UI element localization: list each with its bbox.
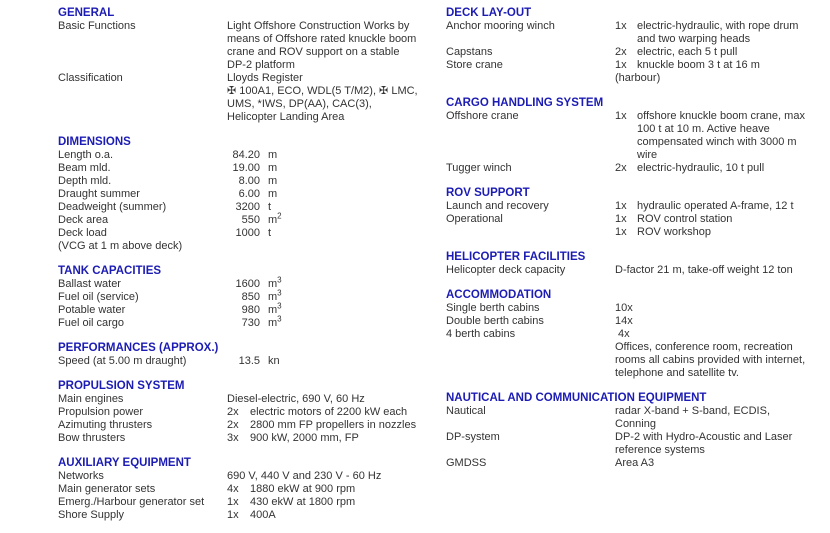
row-count: 3x (227, 432, 239, 444)
row-value-number: 13.5 (238, 355, 260, 367)
row-content (615, 213, 828, 226)
row-label: Classification (58, 72, 123, 84)
row-value-unit: m (268, 175, 278, 187)
row-text: electric-hydraulic, with rope drum (637, 20, 799, 32)
spec-row (58, 162, 440, 175)
row-text-line: Diesel-electric, 690 V, 60 Hz (227, 393, 365, 405)
section-heading-helicopter-facilities: HELICOPTER FACILITIES (446, 251, 586, 263)
row-text: 100 t at 10 m. Active heave (637, 123, 770, 135)
row-label: Deck load (58, 227, 107, 239)
row-text: ROV control station (637, 213, 733, 225)
spec-row (446, 59, 828, 72)
column-left (58, 7, 440, 522)
row-label: Bow thrusters (58, 432, 126, 444)
row-content (615, 226, 828, 239)
row-count: 1x (227, 509, 239, 521)
section-heading-nautical-communication: NAUTICAL AND COMMUNICATION EQUIPMENT (446, 392, 707, 404)
section-heading-propulsion-system: PROPULSION SYSTEM (58, 380, 185, 392)
row-text-line: Offices, conference room, recreation (615, 341, 793, 353)
unit-superscript: 3 (277, 288, 282, 298)
row-label: Draught summer (58, 188, 140, 200)
row-text: ROV workshop (637, 226, 711, 238)
unit-superscript: 3 (277, 314, 282, 324)
row-text-line: radar X-band + S-band, ECDIS, (615, 405, 770, 417)
row-content (615, 264, 828, 277)
section-general (58, 7, 440, 124)
row-label: Basic Functions (58, 20, 136, 32)
row-content (227, 20, 440, 72)
row-text-line (227, 432, 440, 445)
row-text-line (615, 149, 828, 162)
row-value-unit: $m^3$ (268, 275, 282, 290)
row-text: and two warping heads (637, 33, 751, 45)
spec-row (58, 355, 440, 368)
row-label: Fuel oil cargo (58, 317, 125, 329)
spec-row (446, 431, 828, 457)
row-label: Ballast water (58, 278, 121, 290)
row-content (615, 20, 828, 46)
row-text: electric, each 5 t pull (637, 46, 738, 58)
row-content (615, 72, 828, 85)
row-value-unit: $m^3$ (268, 288, 282, 303)
row-text-line: DP-2 with Hydro-Acoustic and Laser (615, 431, 793, 443)
row-value-number: 730 (241, 317, 260, 329)
row-text-line: Light Offshore Construction Works by (227, 20, 410, 32)
row-text: 430 ekW at 1800 rpm (250, 496, 356, 508)
section-cargo-handling-system (446, 97, 828, 175)
section-accommodation (446, 289, 828, 380)
section-performances (58, 342, 440, 368)
row-text: 900 kW, 2000 mm, FP (250, 432, 359, 444)
row-text-line: DP-2 platform (227, 59, 295, 71)
row-label: Depth mld. (58, 175, 112, 187)
row-value-number: 8.00 (238, 175, 260, 187)
spec-row (58, 201, 440, 214)
section-dimensions (58, 136, 440, 253)
spec-row (58, 419, 440, 432)
row-text: electric-hydraulic, 10 t pull (637, 162, 765, 174)
row-label: Networks (58, 470, 104, 482)
row-count: 1x (615, 213, 627, 225)
row-count: 2x (615, 46, 627, 58)
row-value-unit: m (268, 162, 278, 174)
row-content (615, 328, 828, 341)
row-content (227, 301, 440, 317)
row-value-unit: $m^2$ (268, 211, 282, 226)
row-text-line: Helicopter Landing Area (227, 111, 345, 123)
row-count: 1x (615, 59, 627, 71)
row-text-line: Lloyds Register (227, 72, 303, 84)
row-text-line (615, 200, 828, 213)
row-text-line (615, 162, 828, 175)
column-right (446, 7, 828, 470)
row-label: Azimuting thrusters (58, 419, 153, 431)
section-rov-support (446, 187, 828, 239)
spec-row (446, 264, 828, 277)
spec-row (58, 20, 440, 72)
row-content (227, 355, 440, 368)
row-content (227, 72, 440, 124)
row-content (227, 149, 440, 162)
section-deck-lay-out (446, 7, 828, 85)
row-text: knuckle boom 3 t at 16 m (637, 59, 760, 71)
row-count: 2x (227, 406, 239, 418)
row-text-line: reference systems (615, 444, 705, 456)
row-count: 2x (227, 419, 239, 431)
section-heading-rov-support: ROV SUPPORT (446, 187, 530, 199)
spec-row (446, 20, 828, 46)
row-text-line: telephone and satellite tv. (615, 367, 739, 379)
row-text-line (227, 509, 440, 522)
row-value-number: 6.00 (238, 188, 260, 200)
row-content (615, 200, 828, 213)
row-value-unit: t (268, 227, 272, 239)
row-content (227, 288, 440, 304)
row-content (615, 341, 828, 380)
spec-row (446, 110, 828, 162)
row-content (227, 227, 440, 240)
row-value-unit: $m^3$ (268, 314, 282, 329)
row-label: Helicopter deck capacity (446, 264, 566, 276)
row-text: wire (637, 149, 658, 161)
spec-row (446, 46, 828, 59)
row-label: Offshore crane (446, 110, 519, 122)
spec-row (446, 315, 828, 328)
row-content (615, 405, 828, 431)
row-label: Tugger winch (446, 162, 512, 174)
row-text-line (615, 33, 828, 46)
row-text-line: UMS, *IWS, DP(AA), CAC(3), (227, 98, 372, 110)
row-content (227, 201, 440, 214)
row-text: 2800 mm FP propellers in nozzles (250, 419, 417, 431)
row-content (615, 59, 828, 72)
row-count: 4x (615, 328, 630, 340)
section-heading-general: GENERAL (58, 7, 115, 19)
row-text-line: 690 V, 440 V and 230 V - 60 Hz (227, 470, 382, 482)
spec-row (58, 240, 440, 253)
spec-row (58, 432, 440, 445)
row-label: Length o.a. (58, 149, 114, 161)
row-content (615, 302, 828, 315)
spec-row (58, 227, 440, 240)
row-content (227, 175, 440, 188)
section-helicopter-facilities (446, 251, 828, 277)
spec-row (58, 211, 440, 227)
row-label: Beam mld. (58, 162, 111, 174)
row-value-number: 19.00 (232, 162, 260, 174)
spec-row (446, 200, 828, 213)
row-label: Propulsion power (58, 406, 143, 418)
row-text-line: D-factor 21 m, take-off weight 12 ton (615, 264, 793, 276)
row-text-line: crane and ROV support on a stable (227, 46, 400, 58)
row-value-number: 3200 (235, 201, 260, 213)
spec-row (58, 314, 440, 330)
row-content (615, 315, 828, 328)
row-content (227, 509, 440, 522)
row-label: Deadweight (summer) (58, 201, 167, 213)
row-text-line: Conning (615, 418, 656, 430)
row-text: electric motors of 2200 kW each (250, 406, 408, 418)
row-label: 4 berth cabins (446, 328, 516, 340)
row-content (227, 314, 440, 330)
section-nautical-communication (446, 392, 828, 470)
section-heading-deck-lay-out: DECK LAY-OUT (446, 7, 532, 19)
spec-row (58, 470, 440, 483)
row-label: Speed (at 5.00 m draught) (58, 355, 187, 367)
row-content (615, 110, 828, 162)
section-tank-capacities (58, 265, 440, 330)
row-content (227, 470, 440, 483)
spec-row (58, 275, 440, 291)
row-text-line: (harbour) (615, 72, 661, 84)
row-label: Main engines (58, 393, 124, 405)
row-label: Double berth cabins (446, 315, 544, 327)
spec-row (58, 393, 440, 406)
row-content (615, 162, 828, 175)
row-count: 1x (615, 226, 627, 238)
spec-row (58, 175, 440, 188)
unit-superscript: 3 (277, 301, 282, 311)
row-count: 4x (227, 483, 239, 495)
row-text-line (227, 483, 440, 496)
row-count: 1x (615, 20, 627, 32)
row-label: Store crane (446, 59, 503, 71)
row-value-unit: m (268, 188, 278, 200)
row-text-line (615, 20, 828, 33)
row-text-line (615, 123, 828, 136)
row-label: GMDSS (446, 457, 487, 469)
row-label: Deck area (58, 214, 109, 226)
section-propulsion-system (58, 380, 440, 445)
row-label: Emerg./Harbour generator set (58, 496, 205, 508)
row-count: 1x (615, 110, 627, 122)
row-text-line (227, 496, 440, 509)
row-content (227, 406, 440, 419)
row-value-unit: kn (268, 355, 280, 367)
spec-row (446, 457, 828, 470)
spec-row (446, 302, 828, 315)
row-content (615, 46, 828, 59)
spec-row (446, 162, 828, 175)
row-value-number: 980 (241, 304, 260, 316)
row-value-number: 550 (241, 214, 260, 226)
spec-row (58, 72, 440, 124)
row-text: compensated winch with 3000 m (637, 136, 797, 148)
spec-row (446, 328, 828, 341)
spec-row (58, 406, 440, 419)
row-text: 400A (250, 509, 276, 521)
row-text: 1880 ekW at 900 rpm (250, 483, 356, 495)
spec-row (58, 496, 440, 509)
section-heading-dimensions: DIMENSIONS (58, 136, 131, 148)
unit-superscript: 2 (277, 211, 282, 221)
row-count: 14x (615, 315, 633, 327)
spec-row (58, 288, 440, 304)
spec-row (446, 341, 828, 380)
row-text-line (615, 59, 828, 72)
row-count: 1x (227, 496, 239, 508)
row-count: 1x (615, 200, 627, 212)
section-auxiliary-equipment (58, 457, 440, 522)
row-label: Fuel oil (service) (58, 291, 139, 303)
row-value-unit: $m^3$ (268, 301, 282, 316)
row-text: hydraulic operated A-frame, 12 t (637, 200, 794, 212)
section-heading-cargo-handling-system: CARGO HANDLING SYSTEM (446, 97, 604, 109)
spec-row (446, 405, 828, 431)
row-text-line (615, 136, 828, 149)
row-content (227, 483, 440, 496)
row-value-number: 1600 (235, 278, 260, 290)
row-label: Main generator sets (58, 483, 156, 495)
row-content (227, 432, 440, 445)
section-heading-tank-capacities: TANK CAPACITIES (58, 265, 162, 277)
row-value-unit: m (268, 149, 278, 161)
row-content (615, 457, 828, 470)
row-text-line (615, 110, 828, 123)
row-text-line: ✠ 100A1, ECO, WDL(5 T/M2), ✠ LMC, (227, 85, 418, 97)
row-label: Launch and recovery (446, 200, 549, 212)
row-label: Nautical (446, 405, 486, 417)
row-content (227, 419, 440, 432)
row-label: Single berth cabins (446, 302, 540, 314)
row-content (227, 162, 440, 175)
spec-row (58, 301, 440, 317)
row-label: Potable water (58, 304, 126, 316)
row-value-unit: t (268, 201, 272, 213)
row-text-line (615, 213, 828, 226)
spec-row (58, 483, 440, 496)
spec-row (58, 509, 440, 522)
row-label: Capstans (446, 46, 493, 58)
row-count: 2x (615, 162, 627, 174)
section-heading-performances: PERFORMANCES (APPROX.) (58, 342, 219, 354)
row-content (227, 188, 440, 201)
row-text: offshore knuckle boom crane, max (637, 110, 805, 122)
row-label: Operational (446, 213, 503, 225)
row-label: DP-system (446, 431, 500, 443)
row-text-line: Area A3 (615, 457, 655, 469)
row-value-number: 1000 (235, 227, 260, 239)
section-heading-auxiliary-equipment: AUXILIARY EQUIPMENT (58, 457, 191, 469)
spec-row (446, 213, 828, 226)
row-text-line: means of Offshore rated knuckle boom (227, 33, 417, 45)
row-text-line (615, 46, 828, 59)
section-heading-accommodation: ACCOMMODATION (446, 289, 552, 301)
row-label: Anchor mooring winch (446, 20, 555, 32)
spec-row (58, 188, 440, 201)
row-content (227, 393, 440, 406)
row-content (227, 496, 440, 509)
spec-row (446, 226, 828, 239)
row-text-line: rooms all cabins provided with internet, (615, 354, 806, 366)
row-text-line (227, 406, 440, 419)
row-text-line (227, 419, 440, 432)
row-count: 10x (615, 302, 633, 314)
row-value-number: 84.20 (232, 149, 260, 161)
row-content (615, 431, 828, 457)
row-label: Shore Supply (58, 509, 125, 521)
row-label: (VCG at 1 m above deck) (58, 240, 183, 252)
row-value-number: 850 (241, 291, 260, 303)
spec-row (446, 72, 828, 85)
row-content (227, 211, 440, 227)
spec-row (58, 149, 440, 162)
unit-superscript: 3 (277, 275, 282, 285)
row-content (227, 275, 440, 291)
row-text-line (615, 226, 828, 239)
